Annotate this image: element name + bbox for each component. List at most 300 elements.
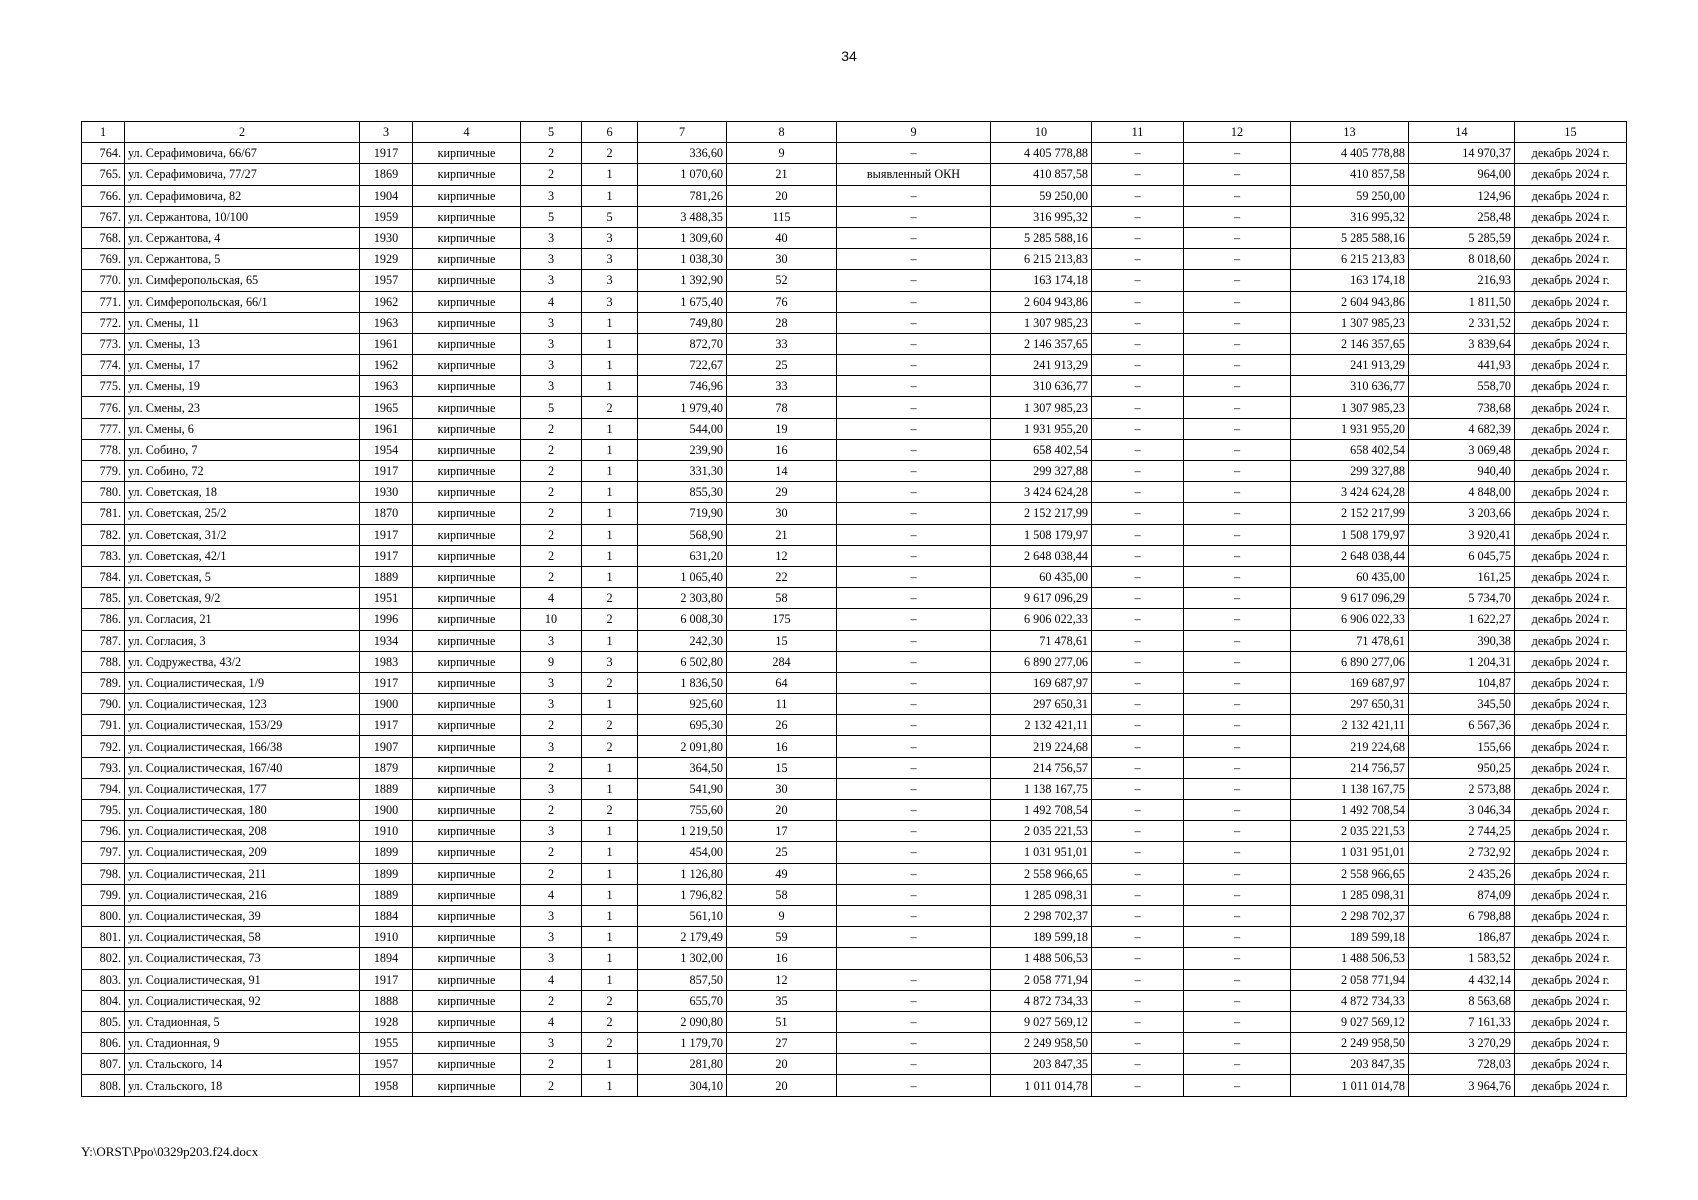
- table-cell-col-13: 310 636,77: [1291, 376, 1409, 397]
- table-cell-col-13: 2 058 771,94: [1291, 969, 1409, 990]
- table-cell-col-15: декабрь 2024 г.: [1515, 588, 1627, 609]
- table-cell-col-13: 203 847,35: [1291, 1054, 1409, 1075]
- table-cell-col-1: 804.: [82, 990, 125, 1011]
- table-cell-col-2: ул. Советская, 9/2: [125, 588, 360, 609]
- table-cell-col-12: –: [1184, 1075, 1291, 1096]
- table-row: [82, 482, 1627, 503]
- table-cell-col-10: 9 617 096,29: [991, 588, 1092, 609]
- table-cell-col-3: 1899: [360, 842, 413, 863]
- table-cell-col-15: декабрь 2024 г.: [1515, 948, 1627, 969]
- table-cell-col-2: ул. Серафимовича, 66/67: [125, 143, 360, 164]
- table-cell-col-3: 1983: [360, 651, 413, 672]
- table-cell-col-3: 1929: [360, 249, 413, 270]
- table-cell-col-4: кирпичные: [413, 143, 521, 164]
- table-cell-col-15: декабрь 2024 г.: [1515, 969, 1627, 990]
- table-row: [82, 821, 1627, 842]
- table-cell-col-11: –: [1092, 588, 1184, 609]
- table-cell-col-11: –: [1092, 270, 1184, 291]
- table-cell-col-13: 9 027 569,12: [1291, 1011, 1409, 1032]
- table-cell-col-15: декабрь 2024 г.: [1515, 482, 1627, 503]
- table-cell-col-3: 1917: [360, 969, 413, 990]
- table-cell-col-10: 5 285 588,16: [991, 227, 1092, 248]
- table-cell-col-11: –: [1092, 990, 1184, 1011]
- table-cell-col-14: 728,03: [1409, 1054, 1515, 1075]
- table-row: [82, 312, 1627, 333]
- table-cell-col-10: 1 307 985,23: [991, 312, 1092, 333]
- table-cell-col-11: –: [1092, 672, 1184, 693]
- table-cell-col-3: 1930: [360, 227, 413, 248]
- table-cell-col-8: 52: [727, 270, 837, 291]
- table-cell-col-7: 331,30: [638, 461, 727, 482]
- table-cell-col-7: 755,60: [638, 800, 727, 821]
- table-row: [82, 333, 1627, 354]
- table-cell-col-9: –: [837, 905, 991, 926]
- table-cell-col-3: 1917: [360, 524, 413, 545]
- table-cell-col-14: 1 583,52: [1409, 948, 1515, 969]
- column-header-13: 13: [1291, 122, 1409, 143]
- table-cell-col-8: 9: [727, 143, 837, 164]
- table-cell-col-6: 1: [582, 757, 638, 778]
- table-cell-col-5: 3: [521, 1033, 582, 1054]
- table-cell-col-14: 104,87: [1409, 672, 1515, 693]
- table-cell-col-11: –: [1092, 736, 1184, 757]
- table-cell-col-8: 33: [727, 333, 837, 354]
- table-cell-col-11: –: [1092, 376, 1184, 397]
- table-cell-col-6: 1: [582, 355, 638, 376]
- table-cell-col-9: –: [837, 249, 991, 270]
- table-cell-col-13: 1 488 506,53: [1291, 948, 1409, 969]
- table-cell-col-6: 2: [582, 990, 638, 1011]
- table-cell-col-4: кирпичные: [413, 206, 521, 227]
- table-cell-col-10: 3 424 624,28: [991, 482, 1092, 503]
- table-cell-col-7: 855,30: [638, 482, 727, 503]
- table-cell-col-7: 304,10: [638, 1075, 727, 1096]
- table-cell-col-6: 1: [582, 969, 638, 990]
- table-cell-col-3: 1961: [360, 333, 413, 354]
- table-cell-col-14: 6 798,88: [1409, 905, 1515, 926]
- table-cell-col-10: 189 599,18: [991, 927, 1092, 948]
- table-cell-col-9: –: [837, 333, 991, 354]
- table-cell-col-3: 1951: [360, 588, 413, 609]
- table-cell-col-15: декабрь 2024 г.: [1515, 164, 1627, 185]
- table-cell-col-7: 1 309,60: [638, 227, 727, 248]
- table-cell-col-7: 1 302,00: [638, 948, 727, 969]
- table-cell-col-10: 203 847,35: [991, 1054, 1092, 1075]
- table-cell-col-2: ул. Сержантова, 10/100: [125, 206, 360, 227]
- table-cell-col-3: 1954: [360, 439, 413, 460]
- table-cell-col-4: кирпичные: [413, 249, 521, 270]
- table-cell-col-3: 1870: [360, 503, 413, 524]
- table-row: [82, 1075, 1627, 1096]
- table-cell-col-9: –: [837, 503, 991, 524]
- table-cell-col-7: 1 179,70: [638, 1033, 727, 1054]
- table-cell-col-5: 5: [521, 206, 582, 227]
- table-cell-col-15: декабрь 2024 г.: [1515, 333, 1627, 354]
- table-cell-col-5: 4: [521, 1011, 582, 1032]
- table-cell-col-13: 2 152 217,99: [1291, 503, 1409, 524]
- table-cell-col-11: –: [1092, 185, 1184, 206]
- table-cell-col-6: 2: [582, 143, 638, 164]
- table-cell-col-5: 3: [521, 905, 582, 926]
- table-cell-col-13: 1 138 167,75: [1291, 778, 1409, 799]
- table-cell-col-6: 3: [582, 651, 638, 672]
- table-cell-col-14: 964,00: [1409, 164, 1515, 185]
- buildings-table: [81, 121, 1627, 1097]
- table-cell-col-6: 5: [582, 206, 638, 227]
- table-cell-col-7: 695,30: [638, 715, 727, 736]
- table-cell-col-15: декабрь 2024 г.: [1515, 312, 1627, 333]
- table-cell-col-12: –: [1184, 905, 1291, 926]
- table-cell-col-8: 11: [727, 694, 837, 715]
- table-cell-col-6: 1: [582, 863, 638, 884]
- table-cell-col-3: 1910: [360, 821, 413, 842]
- table-cell-col-2: ул. Содружества, 43/2: [125, 651, 360, 672]
- table-cell-col-6: 3: [582, 227, 638, 248]
- table-cell-col-2: ул. Социалистическая, 208: [125, 821, 360, 842]
- table-cell-col-4: кирпичные: [413, 524, 521, 545]
- table-cell-col-12: –: [1184, 291, 1291, 312]
- table-cell-col-6: 1: [582, 821, 638, 842]
- table-cell-col-9: –: [837, 672, 991, 693]
- table-cell-col-2: ул. Собино, 72: [125, 461, 360, 482]
- table-cell-col-9: –: [837, 969, 991, 990]
- table-cell-col-15: декабрь 2024 г.: [1515, 376, 1627, 397]
- table-header-row: [82, 122, 1627, 143]
- table-cell-col-8: 30: [727, 778, 837, 799]
- table-cell-col-3: 1962: [360, 291, 413, 312]
- table-cell-col-10: 2 146 357,65: [991, 333, 1092, 354]
- table-cell-col-5: 2: [521, 1054, 582, 1075]
- table-cell-col-2: ул. Социалистическая, 123: [125, 694, 360, 715]
- table-row: [82, 545, 1627, 566]
- table-cell-col-15: декабрь 2024 г.: [1515, 1054, 1627, 1075]
- table-cell-col-12: –: [1184, 863, 1291, 884]
- table-cell-col-3: 1930: [360, 482, 413, 503]
- table-row: [82, 990, 1627, 1011]
- table-row: [82, 503, 1627, 524]
- table-cell-col-8: 22: [727, 566, 837, 587]
- table-cell-col-15: декабрь 2024 г.: [1515, 694, 1627, 715]
- table-cell-col-12: –: [1184, 503, 1291, 524]
- table-cell-col-3: 1917: [360, 461, 413, 482]
- table-cell-col-6: 1: [582, 185, 638, 206]
- table-cell-col-10: 1 138 167,75: [991, 778, 1092, 799]
- table-cell-col-10: 241 913,29: [991, 355, 1092, 376]
- table-cell-col-11: –: [1092, 884, 1184, 905]
- table-cell-col-3: 1958: [360, 1075, 413, 1096]
- table-row: [82, 651, 1627, 672]
- table-cell-col-15: декабрь 2024 г.: [1515, 715, 1627, 736]
- table-cell-col-4: кирпичные: [413, 927, 521, 948]
- table-cell-col-14: 155,66: [1409, 736, 1515, 757]
- table-cell-col-11: –: [1092, 757, 1184, 778]
- table-cell-col-9: –: [837, 482, 991, 503]
- table-cell-col-13: 3 424 624,28: [1291, 482, 1409, 503]
- table-cell-col-4: кирпичные: [413, 1033, 521, 1054]
- table-cell-col-10: 2 132 421,11: [991, 715, 1092, 736]
- table-cell-col-15: декабрь 2024 г.: [1515, 461, 1627, 482]
- table-cell-col-15: декабрь 2024 г.: [1515, 863, 1627, 884]
- table-cell-col-2: ул. Советская, 31/2: [125, 524, 360, 545]
- table-cell-col-1: 801.: [82, 927, 125, 948]
- table-cell-col-4: кирпичные: [413, 312, 521, 333]
- table-cell-col-4: кирпичные: [413, 757, 521, 778]
- table-cell-col-4: кирпичные: [413, 694, 521, 715]
- table-row: [82, 227, 1627, 248]
- table-cell-col-5: 2: [521, 524, 582, 545]
- table-cell-col-12: –: [1184, 206, 1291, 227]
- table-cell-col-11: –: [1092, 503, 1184, 524]
- table-cell-col-14: 390,38: [1409, 630, 1515, 651]
- table-cell-col-5: 2: [521, 800, 582, 821]
- table-cell-col-1: 808.: [82, 1075, 125, 1096]
- table-row: [82, 355, 1627, 376]
- table-cell-col-13: 2 035 221,53: [1291, 821, 1409, 842]
- table-cell-col-7: 1 070,60: [638, 164, 727, 185]
- page-number: 34: [841, 48, 857, 64]
- table-cell-col-5: 2: [521, 461, 582, 482]
- table-cell-col-11: –: [1092, 821, 1184, 842]
- table-cell-col-11: –: [1092, 461, 1184, 482]
- table-cell-col-14: 3 046,34: [1409, 800, 1515, 821]
- table-cell-col-5: 9: [521, 651, 582, 672]
- table-cell-col-11: –: [1092, 312, 1184, 333]
- table-cell-col-10: 1 285 098,31: [991, 884, 1092, 905]
- table-cell-col-5: 2: [521, 482, 582, 503]
- table-cell-col-3: 1904: [360, 185, 413, 206]
- table-cell-col-2: ул. Социалистическая, 153/29: [125, 715, 360, 736]
- table-cell-col-15: декабрь 2024 г.: [1515, 291, 1627, 312]
- table-cell-col-14: 7 161,33: [1409, 1011, 1515, 1032]
- table-cell-col-12: –: [1184, 694, 1291, 715]
- table-cell-col-13: 299 327,88: [1291, 461, 1409, 482]
- table-cell-col-3: 1934: [360, 630, 413, 651]
- table-cell-col-1: 792.: [82, 736, 125, 757]
- table-cell-col-3: 1889: [360, 778, 413, 799]
- table-cell-col-1: 772.: [82, 312, 125, 333]
- table-cell-col-4: кирпичные: [413, 736, 521, 757]
- table-cell-col-3: 1962: [360, 355, 413, 376]
- table-cell-col-13: 189 599,18: [1291, 927, 1409, 948]
- table-cell-col-10: 9 027 569,12: [991, 1011, 1092, 1032]
- table-cell-col-7: 781,26: [638, 185, 727, 206]
- table-cell-col-14: 2 435,26: [1409, 863, 1515, 884]
- table-cell-col-8: 16: [727, 439, 837, 460]
- table-cell-col-10: 2 152 217,99: [991, 503, 1092, 524]
- table-cell-col-3: 1963: [360, 376, 413, 397]
- table-cell-col-3: 1957: [360, 1054, 413, 1075]
- table-cell-col-11: –: [1092, 227, 1184, 248]
- table-cell-col-6: 3: [582, 249, 638, 270]
- table-cell-col-11: –: [1092, 291, 1184, 312]
- table-cell-col-3: 1900: [360, 694, 413, 715]
- table-cell-col-11: –: [1092, 863, 1184, 884]
- table-cell-col-12: –: [1184, 1011, 1291, 1032]
- table-cell-col-6: 2: [582, 715, 638, 736]
- table-cell-col-2: ул. Смены, 6: [125, 418, 360, 439]
- table-cell-col-8: 12: [727, 545, 837, 566]
- table-cell-col-12: –: [1184, 524, 1291, 545]
- table-cell-col-7: 544,00: [638, 418, 727, 439]
- table-row: [82, 376, 1627, 397]
- table-cell-col-4: кирпичные: [413, 884, 521, 905]
- table-cell-col-9: –: [837, 376, 991, 397]
- table-cell-col-5: 3: [521, 694, 582, 715]
- table-cell-col-1: 768.: [82, 227, 125, 248]
- table-cell-col-8: 27: [727, 1033, 837, 1054]
- table-cell-col-14: 2 573,88: [1409, 778, 1515, 799]
- table-cell-col-11: –: [1092, 249, 1184, 270]
- table-cell-col-1: 791.: [82, 715, 125, 736]
- table-cell-col-2: ул. Смены, 11: [125, 312, 360, 333]
- table-cell-col-2: ул. Социалистическая, 73: [125, 948, 360, 969]
- table-cell-col-7: 6 502,80: [638, 651, 727, 672]
- table-cell-col-10: 2 558 966,65: [991, 863, 1092, 884]
- table-cell-col-14: 2 732,92: [1409, 842, 1515, 863]
- table-cell-col-15: декабрь 2024 г.: [1515, 842, 1627, 863]
- table-cell-col-1: 788.: [82, 651, 125, 672]
- table-cell-col-1: 776.: [82, 397, 125, 418]
- table-cell-col-10: 6 906 022,33: [991, 609, 1092, 630]
- table-cell-col-6: 1: [582, 1075, 638, 1096]
- table-cell-col-12: –: [1184, 1033, 1291, 1054]
- table-cell-col-10: 1 488 506,53: [991, 948, 1092, 969]
- table-cell-col-14: 3 203,66: [1409, 503, 1515, 524]
- table-cell-col-10: 1 931 955,20: [991, 418, 1092, 439]
- table-cell-col-4: кирпичные: [413, 672, 521, 693]
- table-cell-col-10: 410 857,58: [991, 164, 1092, 185]
- table-row: [82, 291, 1627, 312]
- table-cell-col-2: ул. Сержантова, 5: [125, 249, 360, 270]
- table-cell-col-13: 2 648 038,44: [1291, 545, 1409, 566]
- table-cell-col-4: кирпичные: [413, 842, 521, 863]
- table-cell-col-7: 1 392,90: [638, 270, 727, 291]
- table-cell-col-1: 795.: [82, 800, 125, 821]
- table-cell-col-11: –: [1092, 397, 1184, 418]
- table-cell-col-13: 2 558 966,65: [1291, 863, 1409, 884]
- table-cell-col-3: 1959: [360, 206, 413, 227]
- table-cell-col-13: 219 224,68: [1291, 736, 1409, 757]
- table-cell-col-3: 1917: [360, 545, 413, 566]
- table-cell-col-10: 2 298 702,37: [991, 905, 1092, 926]
- table-cell-col-12: –: [1184, 545, 1291, 566]
- table-cell-col-4: кирпичные: [413, 270, 521, 291]
- table-cell-col-10: 59 250,00: [991, 185, 1092, 206]
- table-cell-col-2: ул. Социалистическая, 180: [125, 800, 360, 821]
- table-cell-col-10: 4 405 778,88: [991, 143, 1092, 164]
- table-cell-col-3: 1957: [360, 270, 413, 291]
- table-cell-col-2: ул. Смены, 13: [125, 333, 360, 354]
- table-row: [82, 905, 1627, 926]
- table-cell-col-12: –: [1184, 376, 1291, 397]
- table-cell-col-3: 1894: [360, 948, 413, 969]
- table-cell-col-13: 2 132 421,11: [1291, 715, 1409, 736]
- table-cell-col-14: 950,25: [1409, 757, 1515, 778]
- table-cell-col-7: 239,90: [638, 439, 727, 460]
- table-cell-col-1: 775.: [82, 376, 125, 397]
- table-cell-col-12: –: [1184, 672, 1291, 693]
- table-cell-col-12: –: [1184, 800, 1291, 821]
- table-cell-col-1: 774.: [82, 355, 125, 376]
- table-cell-col-9: –: [837, 418, 991, 439]
- table-cell-col-13: 1 931 955,20: [1291, 418, 1409, 439]
- table-cell-col-10: 299 327,88: [991, 461, 1092, 482]
- table-row: [82, 609, 1627, 630]
- table-cell-col-15: декабрь 2024 г.: [1515, 355, 1627, 376]
- table-cell-col-4: кирпичные: [413, 609, 521, 630]
- table-cell-col-11: –: [1092, 948, 1184, 969]
- table-cell-col-1: 783.: [82, 545, 125, 566]
- table-cell-col-12: –: [1184, 842, 1291, 863]
- table-cell-col-13: 297 650,31: [1291, 694, 1409, 715]
- table-cell-col-3: 1899: [360, 863, 413, 884]
- table-cell-col-13: 5 285 588,16: [1291, 227, 1409, 248]
- table-row: [82, 249, 1627, 270]
- table-cell-col-2: ул. Социалистическая, 209: [125, 842, 360, 863]
- table-cell-col-7: 2 090,80: [638, 1011, 727, 1032]
- table-cell-col-4: кирпичные: [413, 1075, 521, 1096]
- table-cell-col-5: 3: [521, 270, 582, 291]
- table-cell-col-13: 59 250,00: [1291, 185, 1409, 206]
- table-cell-col-10: 2 035 221,53: [991, 821, 1092, 842]
- table-cell-col-8: 9: [727, 905, 837, 926]
- table-cell-col-10: 219 224,68: [991, 736, 1092, 757]
- table-cell-col-9: –: [837, 270, 991, 291]
- table-cell-col-14: 1 204,31: [1409, 651, 1515, 672]
- table-cell-col-7: 749,80: [638, 312, 727, 333]
- table-row: [82, 842, 1627, 863]
- column-header-4: 4: [413, 122, 521, 143]
- table-cell-col-14: 258,48: [1409, 206, 1515, 227]
- table-cell-col-4: кирпичные: [413, 630, 521, 651]
- table-row: [82, 439, 1627, 460]
- table-cell-col-4: кирпичные: [413, 588, 521, 609]
- table-cell-col-7: 364,50: [638, 757, 727, 778]
- table-row: [82, 143, 1627, 164]
- table-cell-col-10: 1 492 708,54: [991, 800, 1092, 821]
- table-cell-col-13: 1 031 951,01: [1291, 842, 1409, 863]
- table-cell-col-12: –: [1184, 990, 1291, 1011]
- table-cell-col-8: 175: [727, 609, 837, 630]
- table-cell-col-1: 799.: [82, 884, 125, 905]
- table-cell-col-12: –: [1184, 312, 1291, 333]
- table-cell-col-12: –: [1184, 821, 1291, 842]
- table-cell-col-5: 2: [521, 715, 582, 736]
- table-cell-col-7: 1 038,30: [638, 249, 727, 270]
- table-cell-col-11: –: [1092, 355, 1184, 376]
- table-cell-col-10: 60 435,00: [991, 566, 1092, 587]
- table-cell-col-8: 49: [727, 863, 837, 884]
- table-cell-col-1: 770.: [82, 270, 125, 291]
- table-cell-col-5: 3: [521, 778, 582, 799]
- table-cell-col-15: декабрь 2024 г.: [1515, 778, 1627, 799]
- table-cell-col-8: 40: [727, 227, 837, 248]
- table-row: [82, 1054, 1627, 1075]
- table-cell-col-6: 1: [582, 312, 638, 333]
- table-row: [82, 672, 1627, 693]
- table-row: [82, 397, 1627, 418]
- table-row: [82, 588, 1627, 609]
- table-cell-col-15: декабрь 2024 г.: [1515, 524, 1627, 545]
- table-cell-col-1: 773.: [82, 333, 125, 354]
- table-cell-col-9: –: [837, 1011, 991, 1032]
- table-cell-col-1: 794.: [82, 778, 125, 799]
- table-cell-col-4: кирпичные: [413, 566, 521, 587]
- table-cell-col-2: ул. Социалистическая, 216: [125, 884, 360, 905]
- table-cell-col-14: 558,70: [1409, 376, 1515, 397]
- table-cell-col-2: ул. Социалистическая, 1/9: [125, 672, 360, 693]
- table-cell-col-8: 20: [727, 800, 837, 821]
